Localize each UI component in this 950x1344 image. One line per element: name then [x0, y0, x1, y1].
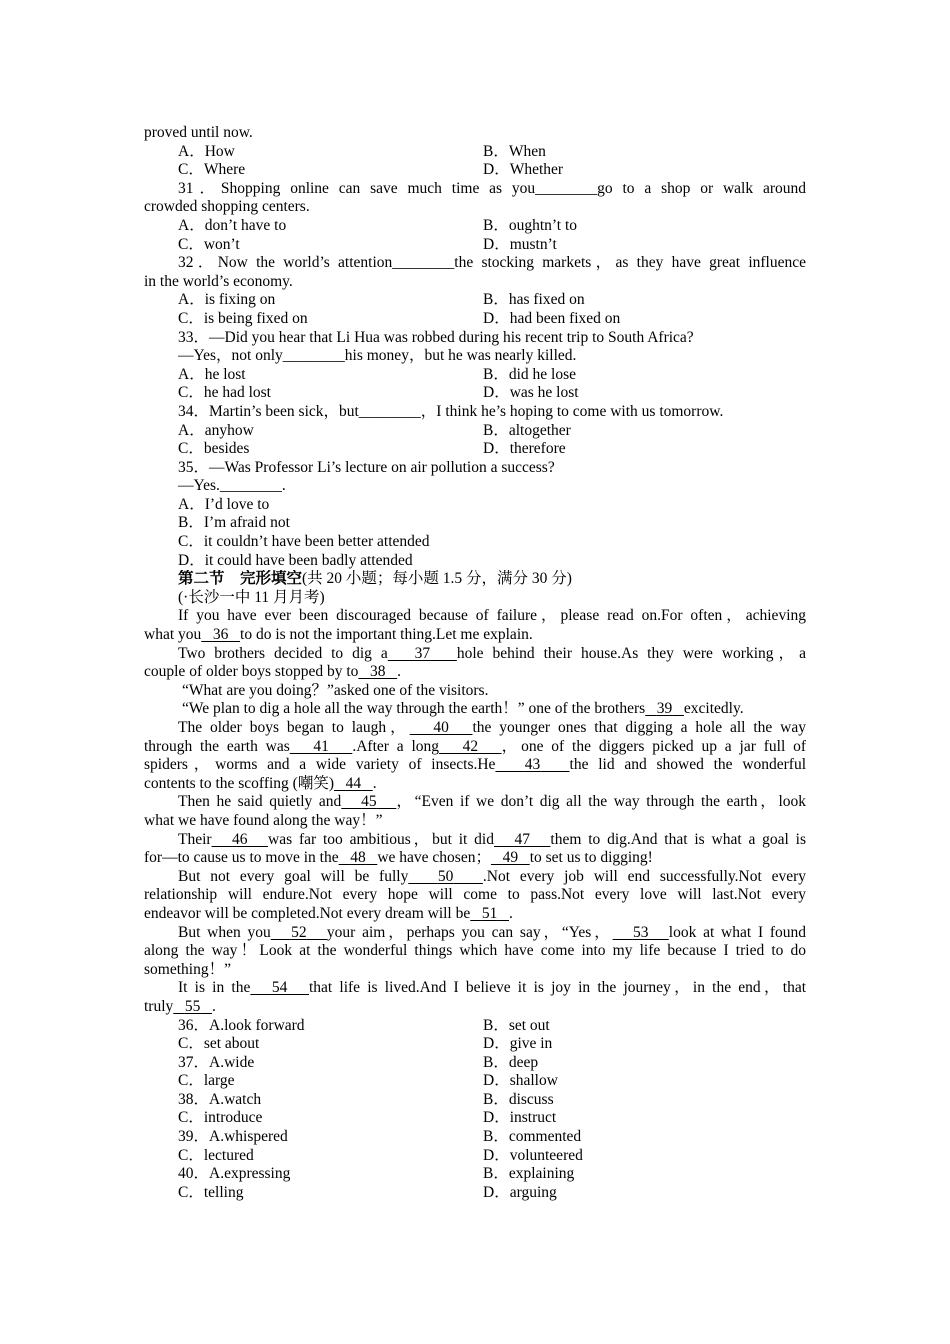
passage-line: Then he said quietly and 45 ，“Even if we don’t dig all the way through the earth，look: [178, 793, 806, 811]
blank-45: 45: [361, 793, 377, 811]
option-right[interactable]: B．explaining: [483, 1165, 575, 1183]
blank-54: 54: [271, 979, 288, 997]
blank-55: 55: [184, 997, 201, 1015]
option-b[interactable]: B．oughtn’t to: [483, 216, 578, 234]
option-left[interactable]: C．lectured: [178, 1146, 254, 1164]
q32-options-row2: [144, 310, 806, 329]
option-a[interactable]: A．anyhow: [178, 421, 254, 439]
q30-options-row1: [144, 143, 806, 162]
option-left[interactable]: 37．A.wide: [178, 1053, 255, 1071]
option-c[interactable]: C．besides: [178, 440, 250, 458]
option-b[interactable]: B．altogether: [483, 421, 571, 439]
cloze-options-row: [144, 1109, 806, 1128]
passage-line: what you 36 to do is not the important thing.Let me explain.: [144, 626, 533, 644]
section-heading: [144, 570, 806, 589]
option-right[interactable]: D．give in: [483, 1035, 553, 1053]
cloze-options-row: [144, 1054, 806, 1073]
q31-stem-cont: crowded shopping centers.: [144, 198, 310, 216]
passage-line: “We plan to dig a hole all the way through the earth！” one of the brothers 39 excitedly.: [182, 700, 744, 718]
passage-line: spiders，worms and a wide variety of insects.He 43 the lid and showed the wonderful: [144, 756, 806, 774]
q30-stem: proved until now.: [144, 124, 253, 141]
q34-stem: 34．Martin’s been sick，but________，I think he’s hoping to come with us tomorrow.: [178, 402, 724, 420]
option-left[interactable]: 36．A.look forward: [178, 1016, 305, 1034]
q33-stem: 33．—Did you hear that Li Hua was robbed during his recent trip to South Africa?: [178, 328, 694, 346]
option-c[interactable]: C．won’t: [178, 235, 240, 253]
q33-options-row2: [144, 384, 806, 403]
passage-line: along the way！Look at the wonderful things which have come into my life because I tried to do: [144, 942, 806, 960]
q34-options-row1: [144, 422, 806, 441]
blank-46: 46: [232, 830, 248, 848]
option-c[interactable]: C．Where: [178, 161, 246, 179]
blank-52: 52: [291, 923, 307, 941]
blank-43: 43: [524, 756, 541, 774]
passage-line: But not every goal will be fully 50 .Not every job will end successfully.Not every: [178, 867, 806, 885]
passage-line: through the earth was 41 .After a long 42 ，one of the diggers picked up a jar full of: [144, 737, 806, 755]
cloze-options-row: [144, 1017, 806, 1036]
cloze-options-row: [144, 1072, 806, 1091]
option-d[interactable]: D．it could have been badly attended: [178, 551, 413, 569]
option-b[interactable]: B．did he lose: [483, 365, 576, 383]
option-b[interactable]: B．I’m afraid not: [178, 514, 290, 532]
passage-line: The older boys began to laugh， 40 the younger ones that digging a hole all the way: [178, 719, 806, 736]
cloze-options-row: [144, 1165, 806, 1184]
section-title: 第二节 完形填空: [178, 570, 303, 588]
q32-options-row1: [144, 291, 806, 310]
q35-stem: 35．—Was Professor Li’s lecture on air pollution a success?: [178, 458, 555, 476]
blank-42: 42: [462, 737, 479, 755]
option-right[interactable]: D．shallow: [483, 1072, 558, 1090]
option-d[interactable]: D．was he lost: [483, 384, 579, 402]
passage-line: something！”: [144, 960, 231, 978]
blank-49: 49: [502, 849, 519, 867]
option-c[interactable]: C．is being fixed on: [178, 309, 308, 327]
option-right[interactable]: B．discuss: [483, 1090, 554, 1108]
cloze-options-row: [144, 1035, 806, 1054]
option-right[interactable]: D．instruct: [483, 1109, 557, 1127]
option-left[interactable]: 40．A.expressing: [178, 1165, 291, 1183]
blank-36: 36: [212, 626, 229, 644]
exam-page: [144, 124, 806, 1202]
q32-stem: 32．Now the world’s attention________the stocking markets，as they have great influence: [178, 254, 806, 272]
option-a[interactable]: A．is fixing on: [178, 291, 276, 309]
q34-options-row2: [144, 440, 806, 459]
blank-40: 40: [433, 719, 449, 736]
blank-37: 37: [414, 644, 431, 662]
cloze-options-row: [144, 1128, 806, 1147]
option-d[interactable]: D．mustn’t: [483, 235, 557, 253]
option-c[interactable]: C．it couldn’t have been better attended: [178, 533, 430, 551]
cloze-options-row: [144, 1184, 806, 1203]
q31-stem: 31．Shopping online can save much time as you________go to a shop or walk around: [178, 179, 806, 197]
option-d[interactable]: D．Whether: [483, 161, 564, 179]
option-left[interactable]: 39．A.whispered: [178, 1128, 288, 1146]
option-right[interactable]: D．arguing: [483, 1183, 557, 1201]
option-right[interactable]: B．commented: [483, 1128, 582, 1146]
option-a[interactable]: A．How: [178, 142, 235, 160]
passage-line: Their 46 was far too ambitious，but it did 47 them to dig.And that is what a goal is: [178, 830, 806, 848]
blank-39: 39: [656, 700, 673, 718]
option-a[interactable]: A．don’t have to: [178, 216, 287, 234]
option-a[interactable]: A．I’d love to: [178, 495, 270, 513]
passage-line: If you have ever been discouraged because of failure，please read on.For often，achieving: [178, 607, 806, 625]
option-right[interactable]: B．set out: [483, 1016, 550, 1034]
option-c[interactable]: C．he had lost: [178, 384, 271, 402]
passage-line: It is in the 54 that life is lived.And I believe it is joy in the journey，in the end，that: [178, 979, 806, 997]
passage-line: truly 55 .: [144, 997, 216, 1015]
option-right[interactable]: B．deep: [483, 1053, 539, 1071]
cloze-options-row: [144, 1091, 806, 1110]
q30-options-row2: [144, 161, 806, 180]
blank-44: 44: [345, 774, 362, 792]
option-d[interactable]: D．had been fixed on: [483, 309, 621, 327]
passage-line: contents to the scoffing (嘲笑) 44 .: [144, 774, 377, 792]
option-left[interactable]: C．set about: [178, 1035, 260, 1053]
blank-50: 50: [437, 867, 454, 885]
option-left[interactable]: C．telling: [178, 1183, 244, 1201]
cloze-options-row: [144, 1147, 806, 1166]
blank-51: 51: [481, 904, 498, 922]
q33-stem-reply: —Yes，not only________his money，but he was nearly killed.: [178, 347, 577, 365]
passage-line: Two brothers decided to dig a 37 hole behind their house.As they were working，a: [178, 644, 806, 662]
q32-stem-cont: in the world’s economy.: [144, 272, 293, 290]
passage-line: for—to cause us to move in the 48 we have chosen； 49 to set us to digging!: [144, 849, 653, 867]
passage-line: couple of older boys stopped by to 38 .: [144, 663, 402, 681]
passage-line: what we have found along the way！”: [144, 811, 383, 829]
option-left[interactable]: C．introduce: [178, 1109, 263, 1127]
blank-48: 48: [350, 849, 366, 867]
q35-stem-reply: —Yes.________.: [178, 477, 286, 495]
option-b[interactable]: B．has fixed on: [483, 291, 585, 309]
option-d[interactable]: D．therefore: [483, 440, 566, 458]
option-left[interactable]: C．large: [178, 1072, 235, 1090]
blank-53: 53: [632, 923, 649, 941]
option-left[interactable]: 38．A.watch: [178, 1090, 262, 1108]
q33-options-row1: [144, 366, 806, 385]
blank-38: 38: [370, 663, 386, 681]
passage-line: endeavor will be completed.Not every dream will be 51 .: [144, 904, 513, 922]
option-a[interactable]: A．he lost: [178, 365, 246, 383]
blank-41: 41: [313, 737, 329, 755]
passage-line: But when you 52 your aim，perhaps you can say，“Yes， 53 look at what I found: [178, 923, 806, 941]
option-right[interactable]: D．volunteered: [483, 1146, 583, 1164]
section-scoring: (共 20 小题；每小题 1.5 分，满分 30 分): [302, 570, 572, 588]
passage-line: relationship will endure.Not every hope will come to pass.Not every love will last.Not every: [144, 886, 806, 904]
q31-options-row1: [144, 217, 806, 236]
blank-47: 47: [514, 830, 530, 848]
passage-line: “What are you doing？”asked one of the visitors.: [182, 681, 489, 699]
option-b[interactable]: B．When: [483, 142, 546, 160]
q31-options-row2: [144, 236, 806, 255]
section-source: (·长沙一中 11 月月考): [178, 588, 325, 606]
